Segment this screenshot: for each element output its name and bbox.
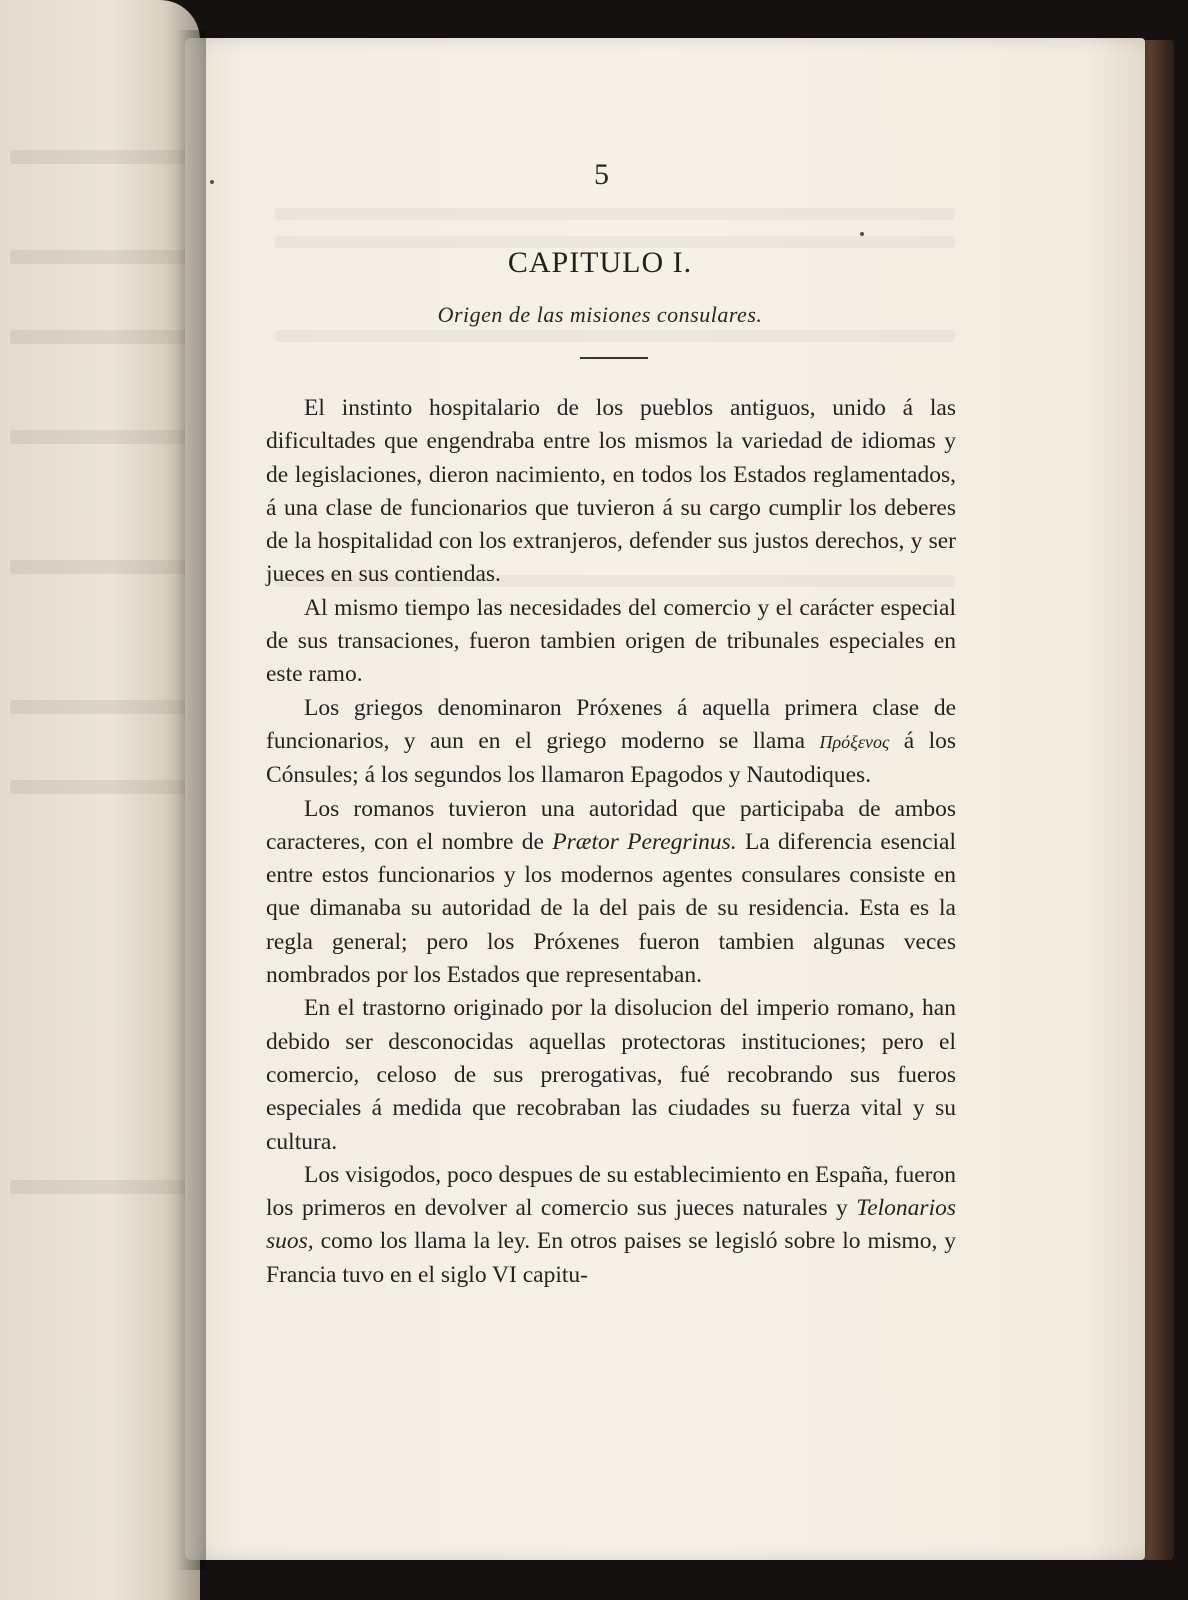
speck — [860, 232, 864, 236]
bleed-through-line — [275, 330, 955, 342]
speck — [210, 180, 214, 184]
paragraph — [266, 692, 956, 793]
paragraph-text: Los romanos tuvieron una autoridad que participaba de ambos caracteres, con el nombre de — [266, 795, 956, 855]
paragraph-text: Los visigodos, poco despues de su establecimiento en España, fueron los primeros en devolver al comercio sus jueces naturales y — [266, 1161, 956, 1222]
paragraph-text: á los Cónsules; á los segundos los llamaron Epagodos y Nautodiques. — [266, 727, 957, 789]
paragraph — [266, 392, 956, 592]
ghost-text-line — [10, 330, 190, 344]
paragraph-text: Al mismo tiempo las necesidades del comercio y el carácter especial de sus transaciones, fueron tambien origen de tribunales especiales en este ramo. — [266, 594, 956, 688]
bleed-through-line — [275, 208, 955, 220]
paragraph — [266, 992, 956, 1158]
body-text — [266, 392, 956, 1292]
ghost-text-line — [10, 1180, 190, 1194]
paragraph — [266, 1159, 956, 1292]
paragraph-text: El instinto hospitalario de los pueblos antiguos, unido á las dificultades que engendraba entre los mismos la variedad de idiomas y de legislaciones, dieron nacimiento, en todos los Estados reglamentados, á una clase de funcionarios que tuvieron á su cargo cumplir los deberes de la hospitalidad con los extranjeros, defender sus justos derechos, y ser jueces en sus contiendas. — [266, 395, 956, 588]
ghost-text-line — [10, 150, 190, 164]
title-rule — [580, 357, 648, 359]
italic-term: Telonarios suos, — [266, 1195, 956, 1255]
italic-term: Prætor Peregrinus. — [552, 828, 737, 855]
ghost-text-line — [10, 430, 190, 444]
page-number: 5 — [594, 158, 609, 191]
paragraph — [266, 793, 956, 993]
ghost-text-line — [10, 560, 190, 574]
ghost-text-line — [10, 250, 190, 264]
paragraph — [266, 592, 956, 692]
ghost-text-line — [10, 700, 190, 714]
paragraph-text: La diferencia esencial entre estos funcionarios y los modernos agentes consulares consiste en que dimanaba su autoridad de la del pais de su residencia. Esta es la regla general; pero los Próxenes fueron tambien algunas veces nombrados por los Estados que representaban. — [266, 828, 956, 989]
book-gutter-shadow — [176, 30, 206, 1570]
paragraph-text: Los griegos denominaron Próxenes á aquella primera clase de funcionarios, y aun en el griego moderno se llama — [266, 694, 956, 754]
paragraph-text: En el trastorno originado por la disolucion del imperio romano, han debido ser desconocidas aquellas protectoras instituciones; pero el comercio, celoso de sus prerogativas, fué recobrando sus fueros especiales á medida que recobraban las ciudades su fuerza vital y su cultura. — [266, 995, 956, 1155]
facing-page-left — [0, 0, 200, 1600]
chapter-subtitle: Origen de las misiones consulares. — [437, 302, 763, 327]
chapter-title: CAPITULO I. — [507, 246, 693, 279]
greek-term: Πρόξενος — [819, 731, 890, 752]
ghost-text-line — [10, 780, 190, 794]
paragraph-text: como los llama la ley. En otros paises se legisló sobre lo mismo, y Francia tuvo en el siglo VI capitu- — [266, 1228, 956, 1288]
